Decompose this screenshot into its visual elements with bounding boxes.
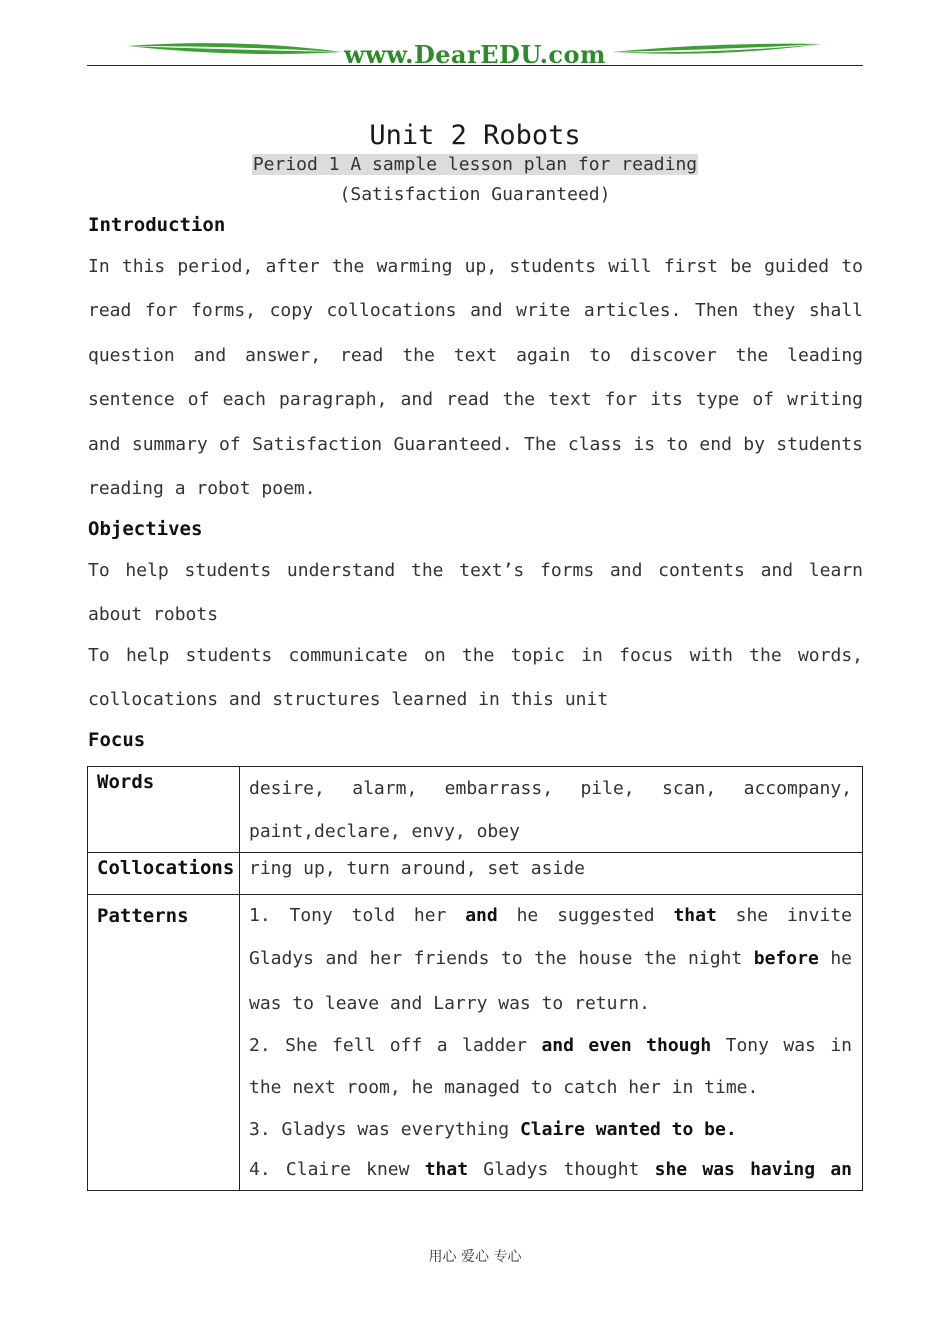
introduction-heading: Introduction [88, 214, 226, 236]
pattern-text: 2. She fell off a ladder [249, 1034, 542, 1056]
pattern-keyword: that [424, 1158, 469, 1180]
pattern-line [249, 1026, 852, 1066]
lesson-name: (Satisfaction Guaranteed) [339, 184, 611, 205]
pattern-text: Gladys and her friends to the house the night [249, 948, 754, 969]
pattern-line [249, 895, 852, 937]
page-subtitle [0, 154, 950, 175]
pattern-keyword: Claire wanted to be. [519, 1118, 737, 1140]
pattern-text: Tony was in [711, 1034, 852, 1056]
objective-line: about robots [88, 604, 219, 625]
pattern-text: she invite [716, 905, 852, 926]
row-content [240, 895, 863, 1191]
intro-line: sentence of each paragraph, and read the text for its type of writing [88, 389, 863, 410]
row-label: Collocations [88, 853, 240, 895]
page-title: Unit 2 Robots [369, 120, 581, 151]
pattern-text: Gladys thought [468, 1158, 655, 1180]
objective-line: To help students communicate on the topic in focus with the words, [88, 645, 863, 666]
row-content [240, 767, 863, 853]
pattern-text: he suggested [497, 905, 674, 926]
site-header [87, 36, 863, 68]
intro-line: In this period, after the warming up, students will first be guided to [88, 256, 863, 277]
pattern-keyword: and even though [541, 1034, 712, 1056]
header-divider [87, 65, 863, 66]
focus-table [87, 766, 863, 1191]
content-line: paint,declare, envy, obey [249, 820, 520, 842]
table-row [88, 853, 863, 895]
objective-line: collocations and structures learned in this unit [88, 689, 609, 710]
intro-line: read for forms, copy collocations and write articles. Then they shall [88, 300, 863, 321]
pattern-keyword: before [753, 948, 819, 969]
pattern-line: was to leave and Larry was to return. [249, 992, 650, 1014]
intro-line: question and answer, read the text again to discover the leading [88, 345, 863, 366]
pattern-keyword: she was having an [654, 1158, 853, 1180]
pattern-line: the next room, he managed to catch her in time. [249, 1076, 759, 1098]
table-row [88, 767, 863, 853]
intro-line: and summary of Satisfaction Guaranteed. The class is to end by students [88, 434, 863, 455]
content-line: ring up, turn around, set aside [249, 858, 585, 879]
pattern-line [249, 1150, 852, 1190]
site-logo[interactable]: www.DearEDU.com [344, 40, 606, 69]
row-label: Words [88, 767, 240, 853]
pattern-text: he [818, 948, 853, 969]
subtitle-text: Period 1 A sample lesson plan for reading [252, 154, 698, 175]
objective-line: To help students understand the text’s forms and contents and learn [88, 560, 863, 581]
page-footer: 用心 爱心 专心 [428, 1249, 522, 1265]
objectives-heading: Objectives [88, 518, 203, 540]
row-label: Patterns [88, 895, 240, 1191]
focus-heading: Focus [88, 729, 146, 751]
intro-line: reading a robot poem. [88, 478, 316, 499]
pattern-keyword: that [673, 905, 717, 926]
content-line: desire, alarm, embarrass, pile, scan, accompany, [249, 778, 852, 799]
pattern-keyword: and [465, 905, 498, 926]
pattern-text: 1. Tony told her [249, 905, 466, 926]
pattern-text: 3. Gladys was everything [249, 1118, 520, 1140]
pattern-line [249, 937, 852, 982]
pattern-line [249, 1110, 852, 1150]
row-content [240, 853, 863, 895]
table-row [88, 895, 863, 1191]
pattern-text: 4. Claire knew [249, 1158, 425, 1180]
